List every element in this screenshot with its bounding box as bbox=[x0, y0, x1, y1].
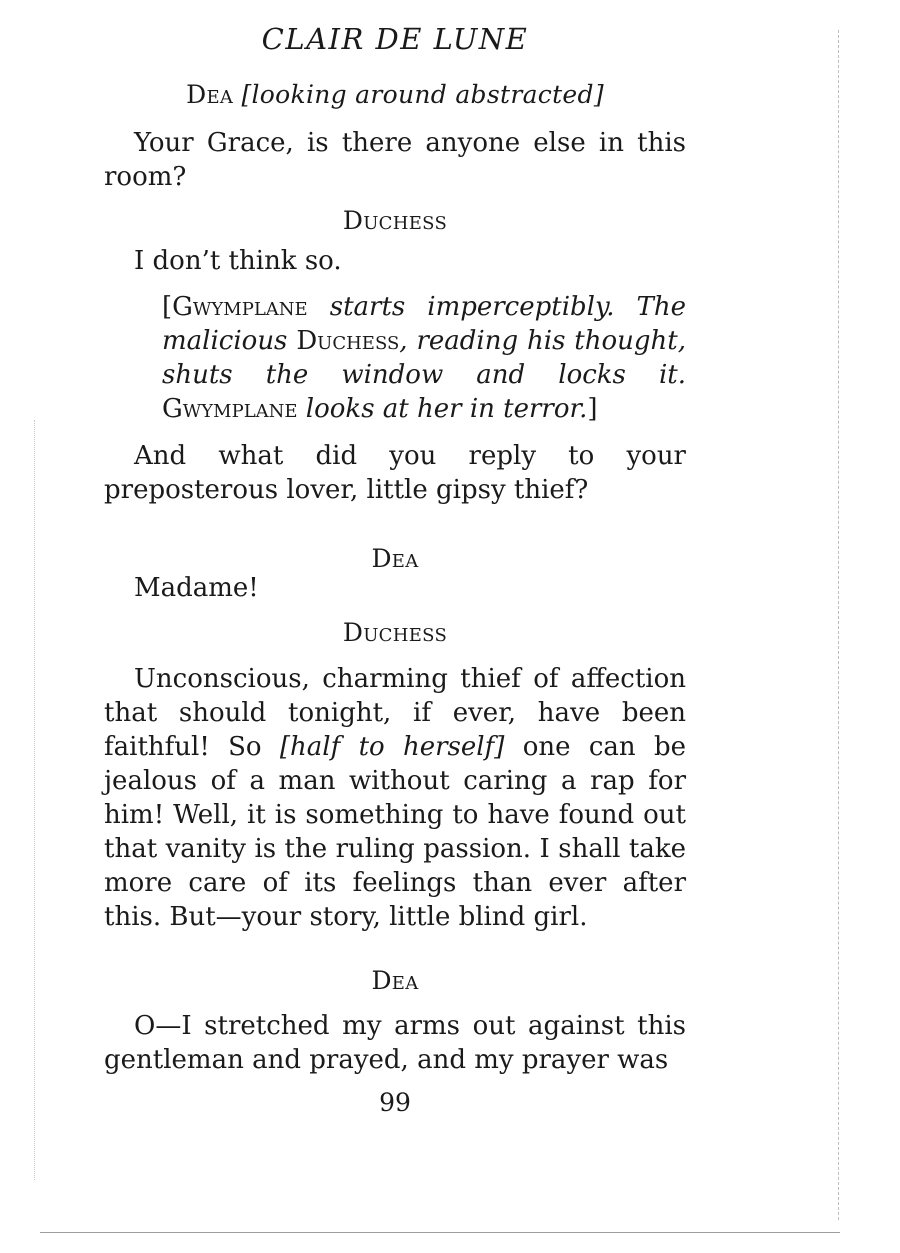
character-name: Duchess bbox=[296, 326, 400, 356]
speech-paragraph: Your Grace, is there anyone else in this room? bbox=[104, 128, 686, 192]
speech-paragraph: And what did you reply to your preposterous lover, little gipsy thief? bbox=[104, 441, 686, 505]
bracket: ] bbox=[587, 394, 598, 424]
speech-paragraph bbox=[104, 662, 686, 934]
scan-edge-bottom bbox=[40, 1232, 840, 1234]
speech-text: one can be jealous of a man without caring a rap for him! Well, it is something to have found out that vanity is the ruling passion. I shall take more care of its feelings than ever after this. But—your story, little blind girl. bbox=[104, 732, 686, 932]
speech-paragraph: Madame! bbox=[134, 573, 259, 603]
scan-edge-left bbox=[34, 420, 36, 1180]
bracket: [ bbox=[162, 292, 173, 322]
speech-paragraph: O—I stretched my arms out against this gentleman and prayed, and my prayer was bbox=[104, 1011, 686, 1075]
speaker-name: Dea bbox=[371, 544, 419, 573]
direction-text: looks at her in terror. bbox=[297, 394, 588, 424]
direction-text: , reading his thought, shuts the window and locks it. bbox=[162, 326, 687, 390]
speech-text: Unconscious, charming thief of affection that should tonight, if ever, have been faithful! So bbox=[104, 664, 686, 762]
scan-edge-right bbox=[838, 30, 840, 1220]
speaker-name: Dea bbox=[371, 966, 419, 995]
character-name: Gwymplane bbox=[162, 394, 298, 424]
inline-direction: [looking around abstracted] bbox=[241, 80, 604, 109]
page-number: 99 bbox=[379, 1088, 411, 1117]
speech-paragraph: I don’t think so. bbox=[134, 246, 342, 276]
direction-text: starts imperceptibly. The malicious bbox=[162, 292, 686, 356]
stage-direction bbox=[162, 290, 686, 426]
speaker-name: Dea bbox=[186, 80, 234, 109]
stage-direction-heading bbox=[0, 80, 790, 109]
speaker-name: Duchess bbox=[342, 618, 448, 647]
speaker-name: Duchess bbox=[342, 206, 448, 235]
character-name: Gwymplane bbox=[172, 292, 308, 322]
running-head: CLAIR DE LUNE bbox=[261, 22, 529, 56]
inline-direction: [half to herself] bbox=[279, 732, 505, 762]
